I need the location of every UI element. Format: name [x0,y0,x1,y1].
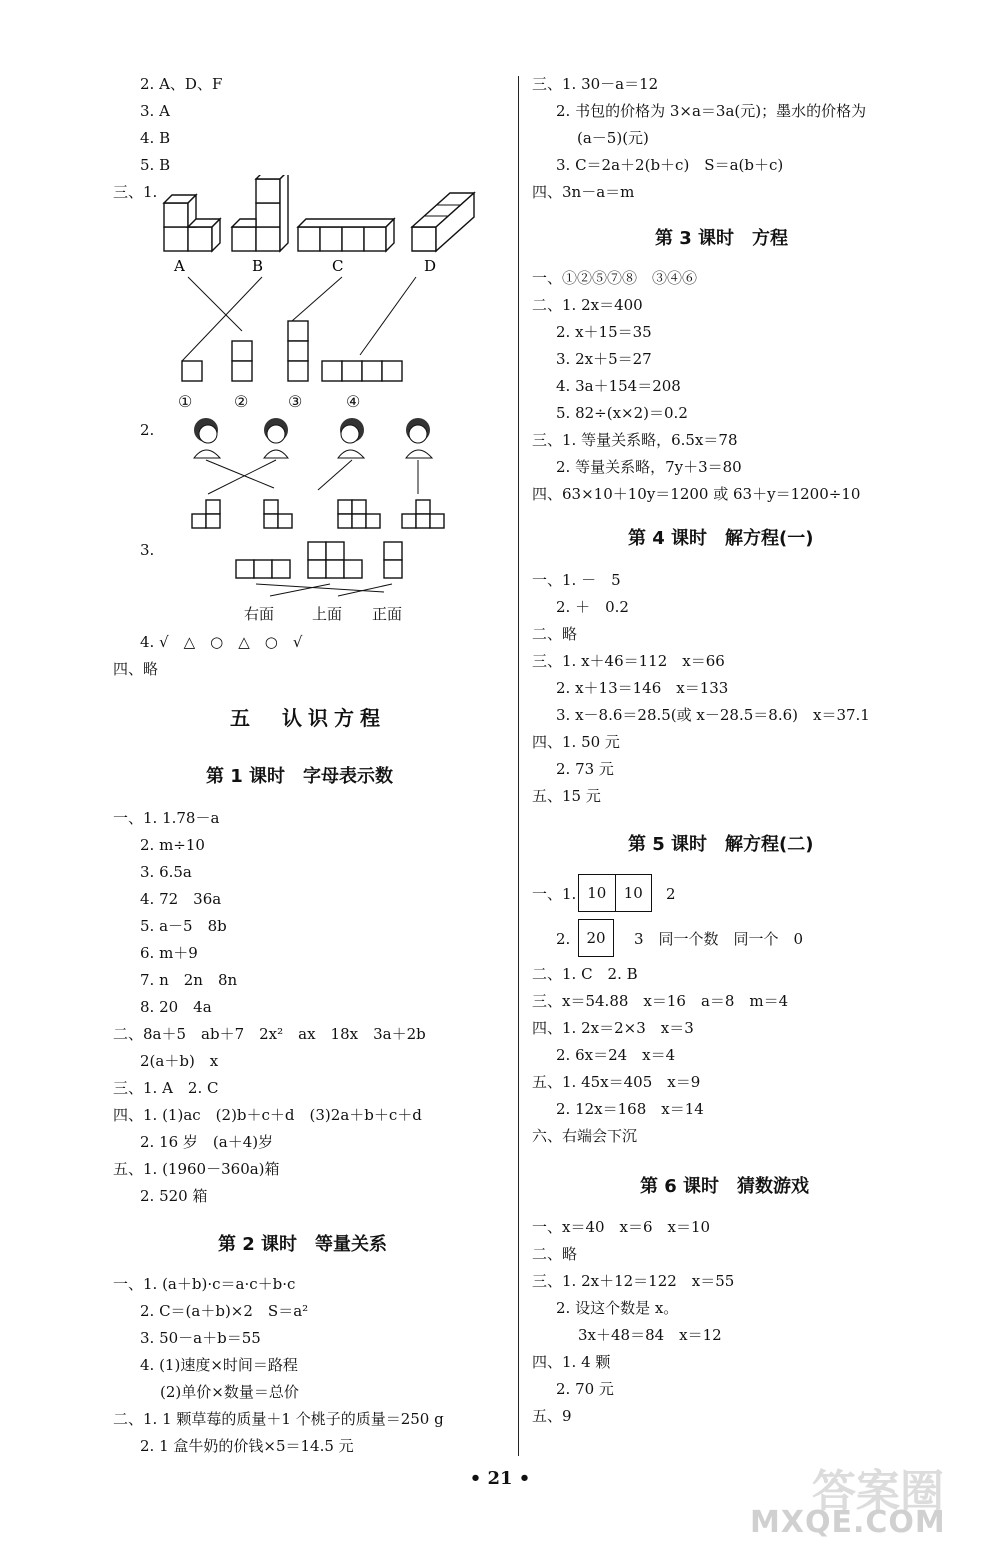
answer-line: 3. C＝2a＋2(b＋c) S＝a(b＋c) [556,156,784,174]
child-figure-3 [338,418,364,458]
answer-line: 四、1. 2x＝2×3 x＝3 [532,1019,694,1037]
watermark-logo: 答案圈 [812,1466,944,1517]
page-number: • 21 • [469,1468,531,1489]
lesson-title: 第 6 课时 猜数游戏 [640,1176,810,1197]
answer-line: 三、1. 2x＋12＝122 x＝55 [532,1272,735,1290]
boxed-value: 10 [579,875,616,911]
answer-line: 一、1. － 5 [532,571,621,589]
label-c: C [332,257,344,275]
circle-label: ④ [346,392,361,411]
child-figure-2 [264,418,288,458]
answer-line: 3. x－8.6＝28.5(或 x－28.5＝8.6) x＝37.1 [556,706,870,724]
answer-line: 2. m÷10 [140,836,205,854]
answer-line: 二、略 [532,625,578,643]
child-figure-1 [194,418,220,458]
answer-line: 7. n 2n 8n [140,971,238,989]
answer-line: 一、1. [532,885,577,903]
view-label: 右面 [244,605,275,623]
answer-line: 三、x＝54.88 x＝16 a＝8 m＝4 [532,992,789,1010]
answer-line: 五、1. (1960－360a)箱 [113,1160,280,1178]
answer-line: 8. 20 4a [140,998,212,1016]
answer-line: 四、1. (1)ac (2)b＋c＋d (3)2a＋b＋c＋d [113,1106,422,1124]
watermark-url: MXQE.COM [750,1505,946,1540]
boxed-value: 20 [578,919,614,957]
answer-line: 2 [666,885,676,903]
view-label: 上面 [312,605,343,623]
answer-line: 2. 16 岁 (a＋4)岁 [140,1133,274,1151]
circle-label: ③ [288,392,303,411]
answer-line: 二、1. C 2. B [532,965,638,983]
solid-d [412,193,474,251]
view-label: 正面 [372,605,403,623]
answer-line: 五、15 元 [532,787,601,805]
answer-line: 2. 70 元 [556,1380,614,1398]
answer-line: 2(a＋b) x [140,1052,219,1070]
answer-line: 2. [140,421,155,439]
answer-line: 二、8a＋5 ab＋7 2x² ax 18x 3a＋2b [113,1025,426,1043]
answer-line: 3. [140,541,155,559]
answer-line: 三、1. [113,183,158,201]
answer-line: (2)单价×数量＝总价 [160,1383,299,1401]
answer-line: 一、1. (a＋b)·c＝a·c＋b·c [113,1275,296,1293]
answer-line: 2. 12x＝168 x＝14 [556,1100,704,1118]
answer-line: 五、9 [532,1407,572,1425]
cube-views-figure [150,175,480,415]
lesson-title: 第 5 课时 解方程(二) [628,834,814,855]
answer-line: 一、1. 1.78－a [113,809,220,827]
answer-line: 三、1. x＋46＝112 x＝66 [532,652,725,670]
answer-line: 3 同一个数 同一个 0 [634,930,804,948]
column-divider [518,76,519,1456]
answer-line: 二、1. 2x＝400 [532,296,643,314]
label-d: D [424,257,437,275]
boxed-value: 10 [623,884,643,902]
answer-line: 4. 72 36a [140,890,222,908]
answer-line: 2. 等量关系略，7y＋3＝80 [556,458,742,476]
answer-line: 四、1. 50 元 [532,733,620,751]
answer-line: 三、1. A 2. C [113,1079,219,1097]
answer-line: 2. A、D、F [140,75,223,93]
answer-line: 2. 设这个数是 x。 [556,1299,679,1317]
answer-line: 二、1. 1 颗草莓的质量＋1 个桃子的质量＝250 g [113,1410,444,1428]
label-a: A [174,257,185,275]
answer-line: 2. 520 箱 [140,1187,208,1205]
solid-a [164,195,220,251]
lesson-title: 第 3 课时 方程 [655,228,789,249]
answer-line: 2. x＋15＝35 [556,323,652,341]
solid-c [298,219,394,251]
answer-line: 3. 2x＋5＝27 [556,350,652,368]
answer-line: 3. 6.5a [140,863,192,881]
circle-label: ② [234,392,249,411]
answer-line: 4. √ △ ○ △ ○ √ [140,633,303,651]
answer-line: 4. (1)速度×时间＝路程 [140,1356,298,1374]
boxed-answer-pair [578,874,652,912]
answer-line: 2. x＋13＝146 x＝133 [556,679,729,697]
answer-line: 5. B [140,156,171,174]
answer-line: 六、右端会下沉 [532,1127,638,1145]
answer-line: 四、1. 4 颗 [532,1353,611,1371]
answer-line: 4. B [140,129,171,147]
answer-line: 四、3n－a＝m [532,183,635,201]
answer-line: 五、1. 45x＝405 x＝9 [532,1073,701,1091]
answer-line: 3. 50－a＋b＝55 [140,1329,261,1347]
chapter-title: 五 认识方程 [230,706,386,730]
answer-line: 二、略 [532,1245,578,1263]
answer-line: 5. 82÷(x×2)＝0.2 [556,404,688,422]
solid-b [232,175,288,251]
answer-line: 2. ＋ 0.2 [556,598,629,616]
child-figure-4 [406,418,432,458]
children-views-figure [180,412,460,537]
answer-line: 3x＋48＝84 x＝12 [578,1326,722,1344]
answer-line: 四、63×10＋10y＝1200 或 63＋y＝1200÷10 [532,485,861,503]
answer-line: (a－5)(元) [577,129,649,147]
lesson-title: 第 2 课时 等量关系 [218,1234,388,1255]
label-b: B [252,257,264,275]
answer-line: 2. [556,930,571,948]
circle-label: ① [178,392,193,411]
answer-line: 一、x＝40 x＝6 x＝10 [532,1218,711,1236]
answer-line: 2. 书包的价格为 3×a＝3a(元)；墨水的价格为 [556,102,867,120]
answer-line: 三、1. 等量关系略，6.5x＝78 [532,431,738,449]
lesson-title: 第 4 课时 解方程(一) [628,528,814,549]
answer-line: 三、1. 30－a＝12 [532,75,659,93]
answer-line: 2. 6x＝24 x＝4 [556,1046,676,1064]
lesson-title: 第 1 课时 字母表示数 [206,766,394,787]
answer-line: 四、略 [113,660,159,678]
answer-line: 一、①②⑤⑦⑧ ③④⑥ [532,269,698,287]
answer-line: 5. a－5 8b [140,917,227,935]
answer-line: 6. m＋9 [140,944,198,962]
answer-line: 2. 1 盒牛奶的价钱×5＝14.5 元 [140,1437,354,1455]
answer-line: 4. 3a＋154＝208 [556,377,681,395]
answer-line: 2. 73 元 [556,760,614,778]
answer-line: 3. A [140,102,170,120]
answer-line: 2. C＝(a＋b)×2 S＝a² [140,1302,309,1320]
